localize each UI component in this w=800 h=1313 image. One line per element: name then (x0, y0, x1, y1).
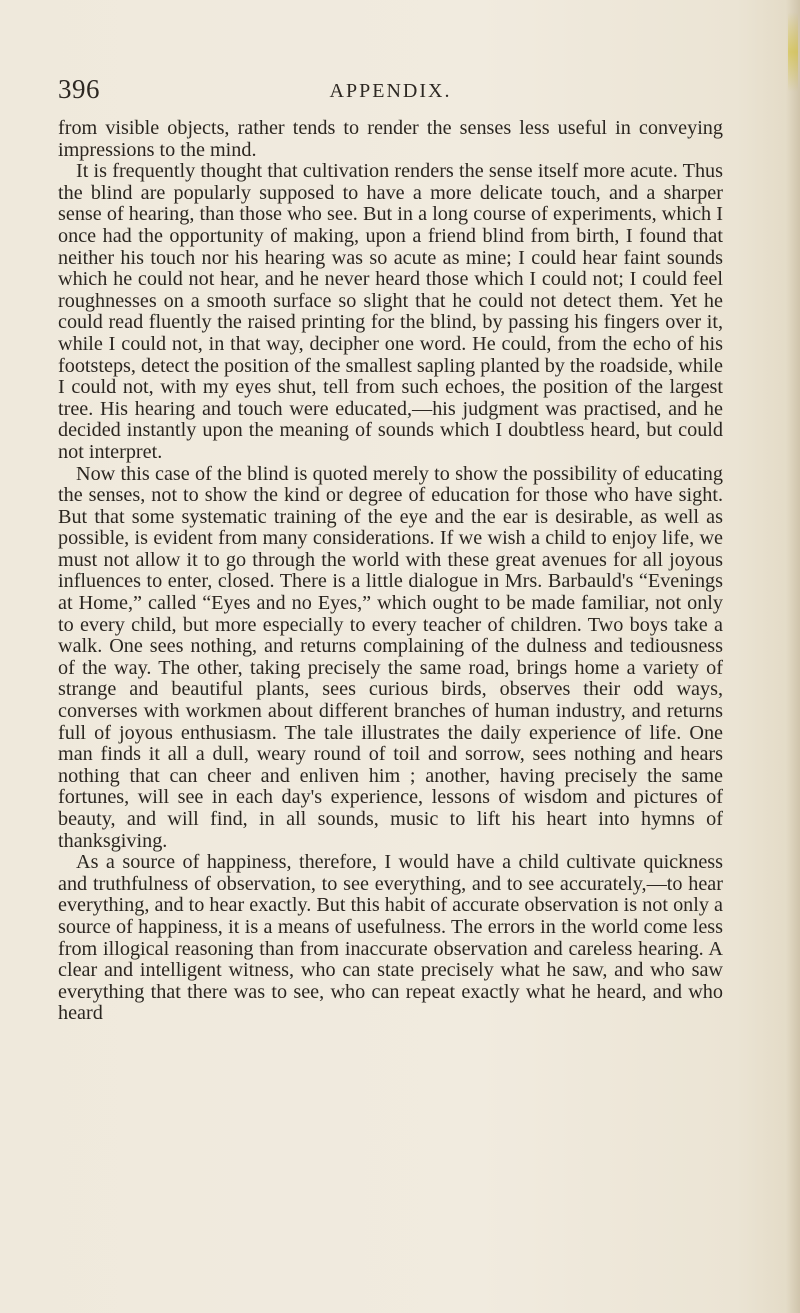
body-text (58, 118, 723, 1025)
paragraph-continued: from visible objects, rather tends to render the senses less useful in conveying impressions to the mind. (58, 117, 723, 161)
running-head: APPENDIX. (329, 80, 452, 102)
page-edge-discoloration (788, 12, 798, 92)
paragraph-source-of-happiness: As a source of happiness, therefore, I would have a child cultivate quickness and truthfulness of observation, to see everything, and to see accurately,—to hear everything, and to hear exactly. But this habit of accurate observation is not only a source of happiness, it is a means of usefulness. The errors in the world come less from illogical reasoning than from inaccurate observation and careless hearing. A clear and intelligent witness, who can state precisely what he saw, and who saw everything that there was to see, who can repeat exactly what he heard, and who heard (58, 851, 723, 1025)
page-edge-shadow (786, 0, 800, 1313)
page-number: 396 (58, 74, 100, 104)
paragraph-blind-friend: It is frequently thought that cultivation renders the sense itself more acute. Thus the blind are popularly supposed to have a more delicate touch, and a sharper sense of hearing, than those who see. But in a long course of experiments, which I once had the opportunity of making, upon a friend blind from birth, I found that neither his touch nor his hearing was so acute as mine; I could hear faint sounds which he could not hear, and he never heard those which I could not; I could feel roughnesses on a smooth surface so slight that he could not detect them. Yet he could read fluently the raised printing for the blind, by passing his fingers over it, while I could not, in that way, decipher one word. He could, from the echo of his footsteps, detect the position of the smallest sapling planted by the roadside, while I could not, with my eyes shut, tell from such echoes, the position of the largest tree. His hearing and touch were educated,—his judgment was practised, and he decided instantly upon the meaning of sounds which I doubtless heard, but could not interpret. (58, 160, 723, 463)
page-header (58, 74, 723, 110)
paragraph-eyes-and-no-eyes: Now this case of the blind is quoted merely to show the possibility of educating the senses, not to show the kind or degree of education for those who have sight. But that some systematic training of the eye and the ear is desirable, as well as possible, is evident from many considerations. If we wish a child to enjoy life, we must not allow it to go through the world with these great avenues for all joyous influences to enter, closed. There is a little dialogue in Mrs. Barbauld's “Evenings at Home,” called “Eyes and no Eyes,” which ought to be made familiar, not only to every child, but more especially to every teacher of children. Two boys take a walk. One sees nothing, and returns complaining of the dulness and tediousness of the way. The other, taking precisely the same road, brings home a variety of strange and beautiful plants, sees curious birds, observes their odd ways, converses with workmen about different branches of human industry, and returns full of joyous enthusiasm. The tale illustrates the daily experience of life. One man finds it all a dull, weary round of toil and sorrow, sees nothing and hears nothing that can cheer and enliven him ; another, having precisely the same fortunes, will see in each day's experience, lessons of wisdom and pictures of beauty, and will find, in all sounds, music to lift his heart into hymns of thanksgiving. (58, 462, 723, 852)
